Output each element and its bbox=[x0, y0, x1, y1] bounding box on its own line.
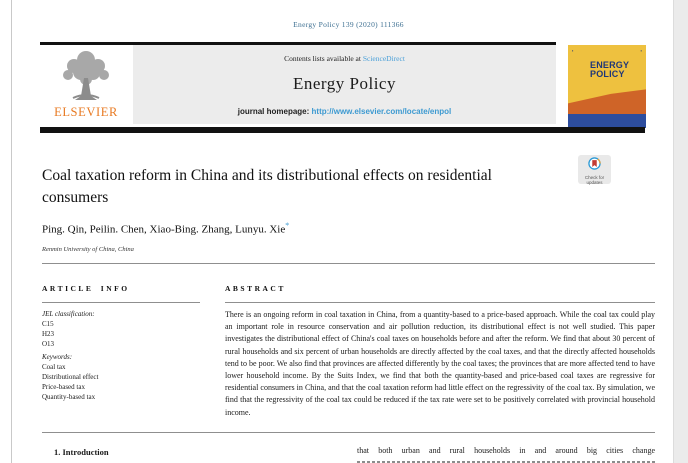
cover-title bbox=[590, 61, 629, 79]
jel-code: C15 bbox=[42, 320, 54, 328]
cover-volume-mark: ▪ bbox=[572, 48, 574, 53]
cover-title-line1: ENERGY bbox=[590, 60, 630, 70]
keyword: Coal tax bbox=[42, 363, 66, 371]
keyword: Quantity-based tax bbox=[42, 393, 96, 401]
author-list bbox=[42, 221, 289, 236]
homepage-url-link[interactable]: http://www.elsevier.com/locate/enpol bbox=[311, 107, 452, 116]
contents-line bbox=[133, 54, 556, 63]
header-bottom-rule bbox=[40, 127, 645, 133]
contents-prefix: Contents lists available at bbox=[284, 54, 363, 63]
jel-code: H23 bbox=[42, 330, 55, 338]
elsevier-tree-icon bbox=[53, 48, 119, 104]
article-title: Coal taxation reform in China and its distributional effects on residential consumers bbox=[42, 167, 492, 206]
cover-title-line2: POLICY bbox=[590, 69, 625, 79]
abstract-heading: ABSTRACT bbox=[225, 284, 286, 293]
abstract-text: There is an ongoing reform in coal taxation in China, from a quantity-based to a price-based approach. While the coal tax could play an important role in resource conservation and air pollution reduction, its distributional effect is not well studied. This paper investigates the distributional effect of China's coal taxes on households before and after the reform. We find that about 30 percent of rural households and six percent of urban households are directly affected by the coal taxes, and that the directly affected households tend to be poor. We also find that provinces are affected differently by the coal taxes; the provinces that are more affected tend to have lower household income. By the Suits Index, we find that both the quantity-based and price-based coal taxes are regressive for residential consumers in China, and that the coal taxation reform had little effect on the regressivity of the coal tax. By simulation, we find that the regressivity of the coal tax could be reduced if the tax rate were set to be positively correlated with provincial household income. bbox=[225, 310, 655, 417]
divider-below-abstract bbox=[42, 432, 655, 433]
cover-mountain-graphic bbox=[568, 86, 646, 114]
crossmark-icon bbox=[588, 157, 601, 170]
body-right-column-line: that both urban and rural households in and around big cities change bbox=[357, 446, 655, 455]
journal-name: Energy Policy bbox=[293, 74, 396, 93]
article-info-rule bbox=[42, 302, 200, 303]
section-heading-introduction: 1. Introduction bbox=[54, 447, 109, 457]
journal-banner bbox=[133, 45, 556, 124]
page-edge-divider bbox=[11, 0, 12, 463]
article-info-heading: ARTICLE INFO bbox=[42, 284, 130, 293]
homepage-line bbox=[133, 107, 556, 116]
scrollbar[interactable] bbox=[673, 0, 688, 463]
running-head-citation: Energy Policy 139 (2020) 111366 bbox=[293, 20, 404, 29]
keyword: Price-based tax bbox=[42, 383, 85, 391]
abstract-rule bbox=[225, 302, 655, 303]
journal-cover-thumbnail bbox=[568, 45, 646, 128]
elsevier-wordmark: ELSEVIER bbox=[54, 105, 118, 119]
keywords-label: Keywords: bbox=[42, 353, 73, 361]
sciencedirect-link[interactable]: ScienceDirect bbox=[362, 54, 405, 63]
cover-issue-mark: ▪ bbox=[640, 48, 642, 53]
jel-code: O13 bbox=[42, 340, 55, 348]
divider-above-columns bbox=[42, 263, 655, 264]
keyword: Distributional effect bbox=[42, 373, 99, 381]
homepage-label: journal homepage: bbox=[237, 107, 312, 116]
check-for-updates-badge[interactable] bbox=[578, 155, 611, 184]
author-names: Ping. Qin, Peilin. Chen, Xiao-Bing. Zhang, Lunyu. Xie bbox=[42, 223, 286, 236]
badge-label-line2: updates bbox=[586, 180, 603, 185]
badge-label-line1: Check for bbox=[584, 175, 605, 180]
elsevier-logo bbox=[40, 46, 132, 125]
jel-label: JEL classification: bbox=[42, 310, 95, 318]
article-info-column bbox=[42, 309, 212, 402]
corresponding-author-mark[interactable]: * bbox=[285, 221, 290, 230]
affiliation: Renmin University of China, China bbox=[42, 246, 134, 253]
cover-bottom-band bbox=[568, 114, 646, 128]
